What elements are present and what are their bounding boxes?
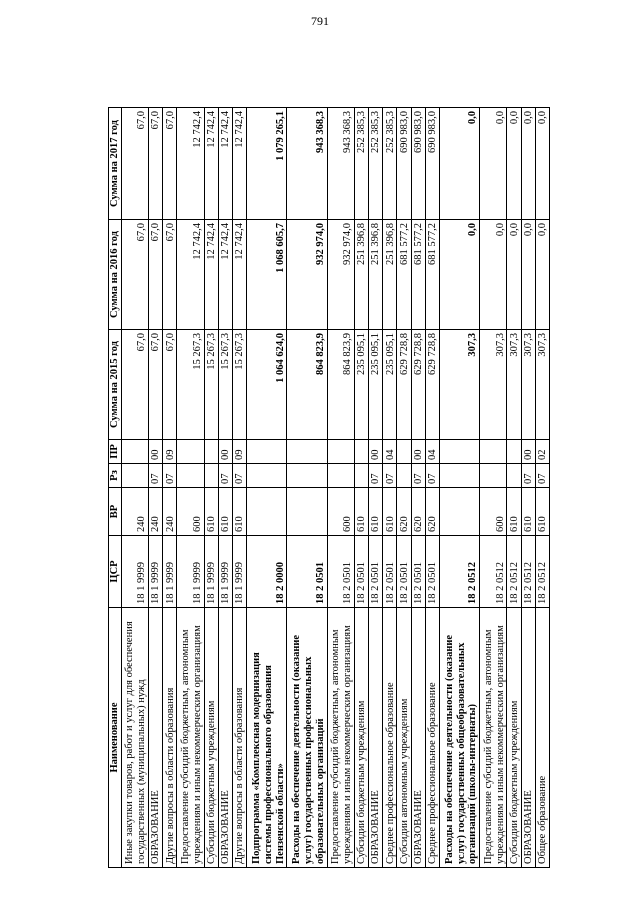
- cell-csr: 18 1 9999: [232, 536, 246, 608]
- cell-sum-2016: 0,0: [480, 220, 507, 330]
- table-body: [121, 108, 549, 868]
- cell-sum-2016: 0,0: [439, 220, 479, 330]
- cell-vr: 240: [121, 488, 148, 536]
- header-rz: Рз: [109, 464, 122, 488]
- cell-name: ОБРАЗОВАНИЕ: [521, 608, 535, 868]
- cell-csr: 18 2 0512: [521, 536, 535, 608]
- table-row: [218, 108, 232, 868]
- table-row: [425, 108, 439, 868]
- cell-vr: 610: [232, 488, 246, 536]
- cell-sum-2015: 629 728,8: [425, 330, 439, 440]
- header-sum-2015: Сумма на 2015 год: [109, 330, 122, 440]
- cell-pr: [177, 440, 204, 464]
- cell-pr: [439, 440, 479, 464]
- cell-sum-2015: 235 095,1: [369, 330, 383, 440]
- cell-rz: 07: [163, 464, 177, 488]
- cell-csr: 18 2 0501: [354, 536, 368, 608]
- cell-rz: [480, 464, 507, 488]
- cell-vr: 600: [480, 488, 507, 536]
- cell-vr: 610: [507, 488, 521, 536]
- cell-csr: 18 2 0501: [383, 536, 397, 608]
- cell-sum-2016: 251 396,8: [369, 220, 383, 330]
- cell-rz: 07: [535, 464, 549, 488]
- cell-rz: 07: [411, 464, 425, 488]
- cell-name: Субсидии бюджетным учреждениям: [204, 608, 218, 868]
- cell-pr: [327, 440, 354, 464]
- cell-sum-2015: 15 267,3: [204, 330, 218, 440]
- cell-csr: 18 2 0501: [369, 536, 383, 608]
- cell-pr: [247, 440, 287, 464]
- cell-vr: 240: [148, 488, 162, 536]
- cell-sum-2015: 15 267,3: [218, 330, 232, 440]
- cell-csr: 18 2 0512: [507, 536, 521, 608]
- table-row: [204, 108, 218, 868]
- cell-sum-2015: 307,3: [480, 330, 507, 440]
- cell-sum-2017: 0,0: [480, 108, 507, 220]
- cell-vr: 240: [163, 488, 177, 536]
- cell-sum-2015: 307,3: [535, 330, 549, 440]
- cell-rz: 07: [521, 464, 535, 488]
- table-header-row: [109, 108, 122, 868]
- cell-name: ОБРАЗОВАНИЕ: [369, 608, 383, 868]
- cell-vr: 610: [218, 488, 232, 536]
- cell-name: Общее образование: [535, 608, 549, 868]
- cell-pr: 00: [369, 440, 383, 464]
- cell-csr: 18 1 9999: [121, 536, 148, 608]
- cell-vr: [439, 488, 479, 536]
- cell-sum-2016: 932 974,0: [327, 220, 354, 330]
- table-row: [397, 108, 411, 868]
- cell-csr: 18 1 9999: [163, 536, 177, 608]
- header-sum-2017: Сумма на 2017 год: [109, 108, 122, 220]
- cell-name: Среднее профессиональное образование: [425, 608, 439, 868]
- budget-table: [108, 107, 550, 868]
- cell-pr: [287, 440, 327, 464]
- cell-name: Иные закупки товаров, работ и услуг для обеспечения государственных (муниципальных) нужд: [121, 608, 148, 868]
- cell-name: ОБРАЗОВАНИЕ: [411, 608, 425, 868]
- cell-vr: 600: [177, 488, 204, 536]
- cell-csr: 18 2 0501: [425, 536, 439, 608]
- cell-vr: 610: [354, 488, 368, 536]
- cell-pr: [397, 440, 411, 464]
- cell-sum-2016: 0,0: [507, 220, 521, 330]
- cell-csr: 18 2 0501: [397, 536, 411, 608]
- table-row: [521, 108, 535, 868]
- cell-sum-2017: 0,0: [521, 108, 535, 220]
- rotated-table-container: [108, 108, 550, 868]
- table-row: [247, 108, 287, 868]
- cell-name: Субсидии бюджетным учреждениям: [354, 608, 368, 868]
- cell-sum-2015: 15 267,3: [177, 330, 204, 440]
- cell-sum-2017: 12 742,4: [177, 108, 204, 220]
- cell-vr: 610: [369, 488, 383, 536]
- cell-sum-2016: 12 742,4: [232, 220, 246, 330]
- cell-vr: [247, 488, 287, 536]
- cell-sum-2017: 0,0: [439, 108, 479, 220]
- cell-rz: 07: [218, 464, 232, 488]
- cell-name: Подпрограмма «Комплексная модернизация системы профессионального образования Пензенской области»: [247, 608, 287, 868]
- cell-vr: 610: [204, 488, 218, 536]
- cell-name: Другие вопросы в области образования: [232, 608, 246, 868]
- table-row: [369, 108, 383, 868]
- cell-rz: [247, 464, 287, 488]
- cell-sum-2015: 864 823,9: [327, 330, 354, 440]
- cell-sum-2015: 307,3: [521, 330, 535, 440]
- cell-sum-2016: 681 577,2: [411, 220, 425, 330]
- cell-pr: 00: [521, 440, 535, 464]
- cell-csr: 18 1 9999: [148, 536, 162, 608]
- cell-sum-2016: 12 742,4: [218, 220, 232, 330]
- cell-name: Предоставление субсидий бюджетным, автономным учреждениям и иным некоммерческим организациям: [327, 608, 354, 868]
- cell-name: Субсидии бюджетным учреждениям: [507, 608, 521, 868]
- table-row: [411, 108, 425, 868]
- cell-rz: [287, 464, 327, 488]
- cell-rz: [327, 464, 354, 488]
- cell-csr: 18 2 0000: [247, 536, 287, 608]
- cell-sum-2015: 235 095,1: [383, 330, 397, 440]
- cell-vr: 620: [411, 488, 425, 536]
- cell-sum-2017: 252 385,3: [383, 108, 397, 220]
- table-row: [287, 108, 327, 868]
- table-row: [121, 108, 148, 868]
- cell-sum-2016: 67,0: [148, 220, 162, 330]
- cell-sum-2015: 15 267,3: [232, 330, 246, 440]
- table-row: [439, 108, 479, 868]
- cell-pr: 00: [218, 440, 232, 464]
- cell-name: ОБРАЗОВАНИЕ: [218, 608, 232, 868]
- header-sum-2016: Сумма на 2016 год: [109, 220, 122, 330]
- cell-name: Расходы на обеспечение деятельности (оказание услуг) государственных общеобразовательных организаций (школы-интернаты): [439, 608, 479, 868]
- cell-sum-2016: 251 396,8: [354, 220, 368, 330]
- cell-pr: [354, 440, 368, 464]
- cell-sum-2016: 12 742,4: [177, 220, 204, 330]
- cell-name: Среднее профессиональное образование: [383, 608, 397, 868]
- cell-pr: [480, 440, 507, 464]
- header-pr: ПР: [109, 440, 122, 464]
- cell-csr: 18 2 0512: [439, 536, 479, 608]
- cell-sum-2017: 12 742,4: [232, 108, 246, 220]
- table-row: [480, 108, 507, 868]
- cell-vr: 620: [397, 488, 411, 536]
- cell-sum-2017: 12 742,4: [204, 108, 218, 220]
- cell-pr: 02: [535, 440, 549, 464]
- cell-rz: 07: [369, 464, 383, 488]
- cell-pr: 00: [411, 440, 425, 464]
- cell-sum-2017: 67,0: [148, 108, 162, 220]
- cell-sum-2015: 864 823,9: [287, 330, 327, 440]
- cell-sum-2015: 629 728,8: [397, 330, 411, 440]
- cell-sum-2016: 251 396,8: [383, 220, 397, 330]
- cell-rz: 07: [425, 464, 439, 488]
- cell-rz: 07: [232, 464, 246, 488]
- cell-sum-2017: 690 983,0: [425, 108, 439, 220]
- cell-sum-2017: 690 983,0: [411, 108, 425, 220]
- cell-name: ОБРАЗОВАНИЕ: [148, 608, 162, 868]
- cell-sum-2016: 12 742,4: [204, 220, 218, 330]
- cell-sum-2016: 681 577,2: [397, 220, 411, 330]
- cell-vr: [287, 488, 327, 536]
- cell-sum-2015: 307,3: [507, 330, 521, 440]
- cell-csr: 18 2 0501: [411, 536, 425, 608]
- cell-sum-2017: 252 385,3: [354, 108, 368, 220]
- cell-csr: 18 2 0512: [535, 536, 549, 608]
- header-csr: ЦСР: [109, 536, 122, 608]
- cell-rz: [439, 464, 479, 488]
- cell-csr: 18 2 0501: [287, 536, 327, 608]
- cell-pr: [121, 440, 148, 464]
- cell-csr: 18 1 9999: [218, 536, 232, 608]
- cell-csr: 18 1 9999: [177, 536, 204, 608]
- cell-pr: 00: [148, 440, 162, 464]
- cell-pr: 04: [425, 440, 439, 464]
- cell-sum-2016: 67,0: [121, 220, 148, 330]
- cell-sum-2016: 0,0: [521, 220, 535, 330]
- cell-pr: 09: [163, 440, 177, 464]
- cell-csr: 18 1 9999: [204, 536, 218, 608]
- header-name: Наименование: [109, 608, 122, 868]
- cell-sum-2016: 932 974,0: [287, 220, 327, 330]
- table-row: [232, 108, 246, 868]
- cell-sum-2017: 12 742,4: [218, 108, 232, 220]
- cell-sum-2015: 1 064 624,0: [247, 330, 287, 440]
- cell-rz: 07: [148, 464, 162, 488]
- cell-pr: 09: [232, 440, 246, 464]
- cell-pr: [507, 440, 521, 464]
- cell-pr: 04: [383, 440, 397, 464]
- cell-rz: [354, 464, 368, 488]
- cell-sum-2015: 629 728,8: [411, 330, 425, 440]
- table-row: [148, 108, 162, 868]
- cell-rz: 07: [383, 464, 397, 488]
- cell-vr: 610: [383, 488, 397, 536]
- cell-sum-2017: 0,0: [535, 108, 549, 220]
- cell-sum-2017: 67,0: [163, 108, 177, 220]
- cell-sum-2017: 943 368,3: [327, 108, 354, 220]
- cell-sum-2015: 235 095,1: [354, 330, 368, 440]
- cell-rz: [177, 464, 204, 488]
- table-row: [383, 108, 397, 868]
- cell-sum-2015: 67,0: [121, 330, 148, 440]
- cell-vr: 610: [535, 488, 549, 536]
- page-number: 791: [311, 14, 329, 28]
- cell-sum-2015: 307,3: [439, 330, 479, 440]
- cell-csr: 18 2 0512: [480, 536, 507, 608]
- table-row: [535, 108, 549, 868]
- cell-vr: 610: [521, 488, 535, 536]
- cell-name: Другие вопросы в области образования: [163, 608, 177, 868]
- cell-rz: [121, 464, 148, 488]
- cell-vr: 620: [425, 488, 439, 536]
- cell-sum-2016: 1 068 605,7: [247, 220, 287, 330]
- cell-pr: [204, 440, 218, 464]
- cell-sum-2016: 0,0: [535, 220, 549, 330]
- table-row: [327, 108, 354, 868]
- cell-rz: [507, 464, 521, 488]
- cell-vr: 600: [327, 488, 354, 536]
- header-vr: ВР: [109, 488, 122, 536]
- cell-csr: 18 2 0501: [327, 536, 354, 608]
- cell-sum-2017: 67,0: [121, 108, 148, 220]
- table-row: [177, 108, 204, 868]
- cell-sum-2016: 681 577,2: [425, 220, 439, 330]
- cell-name: Предоставление субсидий бюджетным, автономным учреждениям и иным некоммерческим организациям: [177, 608, 204, 868]
- cell-rz: [204, 464, 218, 488]
- cell-name: Субсидии автономным учреждениям: [397, 608, 411, 868]
- table-row: [354, 108, 368, 868]
- cell-sum-2017: 943 368,3: [287, 108, 327, 220]
- cell-rz: [397, 464, 411, 488]
- cell-name: Расходы на обеспечение деятельности (оказание услуг) государственных профессиональных образовательных организаций: [287, 608, 327, 868]
- cell-name: Предоставление субсидий бюджетным, автономным учреждениям и иным некоммерческим организациям: [480, 608, 507, 868]
- cell-sum-2015: 67,0: [163, 330, 177, 440]
- cell-sum-2017: 690 983,0: [397, 108, 411, 220]
- cell-sum-2015: 67,0: [148, 330, 162, 440]
- cell-sum-2017: 252 385,3: [369, 108, 383, 220]
- cell-sum-2016: 67,0: [163, 220, 177, 330]
- cell-sum-2017: 1 079 265,1: [247, 108, 287, 220]
- table-row: [163, 108, 177, 868]
- cell-sum-2017: 0,0: [507, 108, 521, 220]
- table-row: [507, 108, 521, 868]
